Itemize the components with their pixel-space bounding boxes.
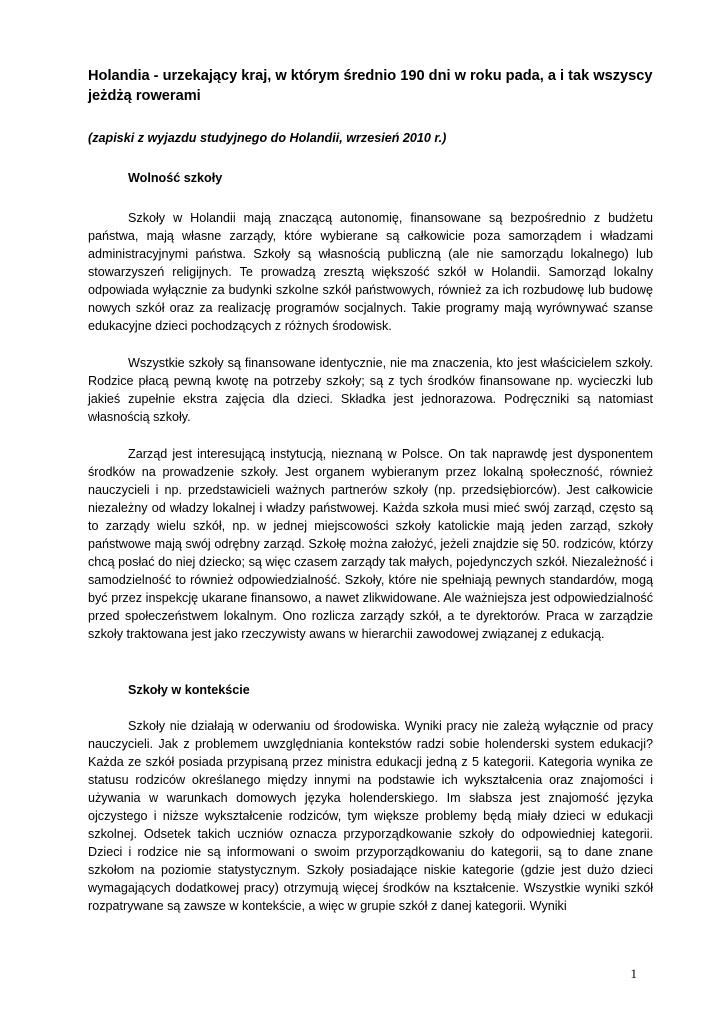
- paragraph: Wszystkie szkoły są finansowane identycznie, nie ma znaczenia, kto jest właścicielem szkoły. Rodzice płacą pewną kwotę na potrzeby szkoły; są z tych środków finansowane np. wycieczki lub jakieś zupełnie ekstra zajęcia dla dzieci. Składka jest jednorazowa. Podręczniki są natomiast własnością szkoły.: [88, 356, 653, 424]
- paragraph: Szkoły w Holandii mają znaczącą autonomię, finansowane są bezpośrednio z budżetu państwa, mają własne zarządy, które wybierane są całkowicie poza samorządem i władzami administracyjnymi państwa. Szkoły są własnością publiczną (ale nie samorządu lokalnego) lub stowarzyszeń religijnych. Te prowadzą zresztą większość szkół w Holandii. Samorząd lokalny odpowiada wyłącznie za budynki szkolne szkół państwowych, również za ich rozbudowę lub budowę nowych szkół oraz za realizację programów socjalnych. Takie programy mają wyrównywać szanse edukacyjne dzieci pochodzących z różnych środowisk.: [88, 211, 653, 333]
- section-heading-szkoly-w-kontekscie: Szkoły w kontekście: [128, 683, 250, 697]
- paragraph: Zarząd jest interesującą instytucją, nieznaną w Polsce. On tak naprawdę jest dysponentem środków na prowadzenie szkoły. Jest organem wybieranym przez lokalną społeczność, również nauczycieli i np. przedstawicieli ważnych partnerów szkoły (np. przedsiębiorców). Jest całkowicie niezależny od władzy lokalnej i władzy państwowej. Każda szkoła musi mieć swój zarząd, często są to zarządy wielu szkół, np. w jednej miejscowości szkoły katolickie mają jeden zarząd, szkoły państwowe mają swój odrębny zarząd. Szkołę można założyć, jeżeli znajdzie się 50. rodziców, którzy chcą posłać do niej dziecko; są więc czasem zarządy tak małych, pojedynczych szkół. Niezależność i samodzielność to również odpowiedzialność. Szkoły, które nie spełniają pewnych standardów, mogą być przez inspekcję ukarane finansowo, a nawet zlikwidowane. Ale ważniejsza jest odpowiedzialność przed społeczeństwem lokalnym. Ono rozlicza zarządy szkół, a te dyrektorów. Praca w zarządzie szkoły traktowana jest jako rzeczywisty awans w hierarchii zawodowej związanej z edukacją.: [88, 447, 653, 641]
- document-title: Holandia - urzekający kraj, w którym średnio 190 dni w roku pada, a i tak wszyscy jeżdżą rowerami: [88, 68, 653, 104]
- document-page: [88, 66, 653, 915]
- page-number: 1: [630, 966, 637, 981]
- section-heading-wolnosc-szkoly: Wolność szkoły: [128, 171, 223, 185]
- paragraph: Szkoły nie działają w oderwaniu od środowiska. Wyniki pracy nie zależą wyłącznie od pracy nauczycieli. Jak z problemem uwzględniania kontekstów radzi sobie holenderski system edukacji? Każda ze szkół posiada przypisaną przez ministra edukacji jedną z 5 kategorii. Kategoria wynika ze statusu rodziców określanego między innymi na podstawie ich wykształcenia oraz znajomości i używania w warunkach domowych języka holenderskiego. Im słabsza jest znajomość języka ojczystego i niższe wykształcenie rodziców, tym większe problemy będą miały dzieci w edukacji szkolnej. Odsetek takich uczniów oznacza przyporządkowanie szkoły do odpowiedniej kategorii. Dzieci i rodzice nie są informowani o swoim przyporządkowaniu do kategorii, są to dane znane szkołom na poziomie statystycznym. Szkoły posiadające niskie kategorie (gdzie jest dużo dzieci wymagających dodatkowej pracy) otrzymują więcej środków na kształcenie. Wszystkie wyniki szkół rozpatrywane są zawsze w kontekście, a więc w grupie szkół z danej kategorii. Wyniki: [88, 719, 653, 913]
- document-subtitle: (zapiski z wyjazdu studyjnego do Holandii, wrzesień 2010 r.): [88, 131, 447, 145]
